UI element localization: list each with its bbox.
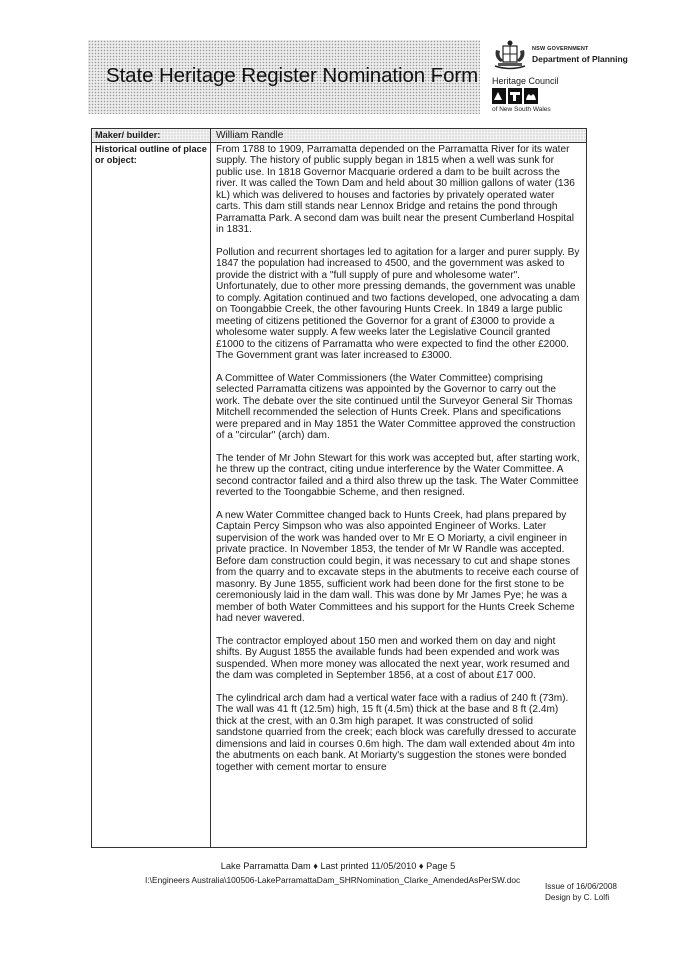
- history-cell: [211, 142, 587, 847]
- history-paragraph: A Committee of Water Commissioners (the Water Committee) comprising selected Parramatta citizens was appointed by the Governor to carry out the work. The debate over the site continued until the Surveyor General Sir Thomas Mitchell recommended the selection of Hunts Creek. Plans and specifications were prepared and in May 1851 the Water Committee approved the construction of a "circular" (arch) dam.: [216, 372, 576, 441]
- history-paragraph: The cylindrical arch dam had a vertical water face with a radius of 240 ft (73m). The wall was 41 ft (12.5m) high, 15 ft (4.5m) thick at the base and 8 ft (2.4m) thick at the crest, with an 0.3m high parapet. It was constructed of solid sandstone quarried from the creek; each block was carefully dressed to accurate dimensions and laid in courses 0.6m high. The dam wall extended about 4m into the abutments on each bank. At Moriarty's suggestion the stones were bonded together with cement mortar to ensure: [216, 692, 577, 773]
- maker-row: [92, 129, 587, 143]
- history-paragraph: The tender of Mr John Stewart for this work was accepted but, after starting work, he threw up the contract, citing undue interference by the Water Committee. A second contractor failed and a third also threw up the task. The Water Committee reverted to the Toongabbie Scheme, and then resigned.: [216, 452, 580, 498]
- history-paragraph: A new Water Committee changed back to Hunts Creek, had plans prepared by Captain Percy Simpson who was also appointed Engineer of Works. Later supervision of the work was handed over to Mr E O Moriarty, a civil engineer in private practice. In November 1853, the tender of Mr W Randle was accepted. Before dam construction could begin, it was necessary to cut and shape stones from the quarry and to excavate steps in the abutments to receive each course of masonry. By June 1855, sufficient work had been done for the first stone to be ceremoniously laid in the dam wall. This was done by Mr James Pye; he was a member of both Water Committees and his support for the Hunts Creek Scheme had never wavered.: [216, 509, 579, 624]
- heritage-council-label: Heritage Council: [492, 76, 559, 86]
- department-label: Department of Planning: [532, 54, 628, 64]
- nsw-government-label: NSW GOVERNMENT: [532, 46, 589, 52]
- design-credit: Design by C. Lolfi: [545, 893, 610, 902]
- maker-value: William Randle: [211, 129, 587, 143]
- header-banner: [88, 40, 480, 114]
- history-label: Historical outline of place or object:: [92, 142, 211, 847]
- maker-label: Maker/ builder:: [92, 129, 211, 143]
- form-title: State Heritage Register Nomination Form: [106, 64, 479, 87]
- footer-line: Lake Parramatta Dam ♦ Last printed 11/05/2010 ♦ Page 5: [220, 861, 456, 871]
- issue-date: Issue of 16/06/2008: [545, 882, 617, 891]
- history-paragraph: Pollution and recurrent shortages led to agitation for a larger and purer supply. By 1847 the population had increased to 4500, and the government was asked to provide the district with a "full supply of pure and wholesome water". Unfortunately, due to other more pressing demands, the government was unable to comply. Agitation continued and two factions developed, one advocating a dam on Toongabbie Creek, the other favouring Hunts Creek. In 1849 a large public meeting of citizens petitioned the Governor for a grant of £3000 to provide a wholesome water supply. A few weeks later the Legislative Council granted £1000 to the citizens of Parramatta who were expected to find the other £2000. The Government grant was later increased to £3000.: [216, 246, 580, 361]
- footer-file-path: I:\Engineers Australia\100506-LakeParramattaDam_SHRNomination_Clarke_AmendedAsPerSW.doc: [145, 875, 521, 885]
- history-paragraph: From 1788 to 1909, Parramatta depended on the Parramatta River for its water supply. The history of public supply began in 1815 when a well was sunk for public use. In 1818 Governor Macquarie ordered a dam to be built across the river. It was called the Town Dam and held about 30 million gallons of water (136 kL) which was delivered to houses and factories by privately operated water carts. This dam still stands near Lennox Bridge and retains the pond through Parramatta Park. A second dam was built near the present Cumberland Hospital in 1831.: [216, 143, 575, 235]
- nomination-form-table: [91, 128, 587, 848]
- heritage-council-logo: [492, 88, 538, 104]
- history-row: [92, 142, 587, 847]
- nsw-crest-logo: [492, 40, 528, 72]
- history-paragraph: The contractor employed about 150 men and worked them on day and night shifts. By August 1855 the available funds had been expended and work was suspended. When more money was allocated the next year, work resumed and the dam was completed in September 1856, at a cost of about £17 000.: [216, 635, 570, 681]
- heritage-council-sub-label: of New South Wales: [492, 106, 551, 113]
